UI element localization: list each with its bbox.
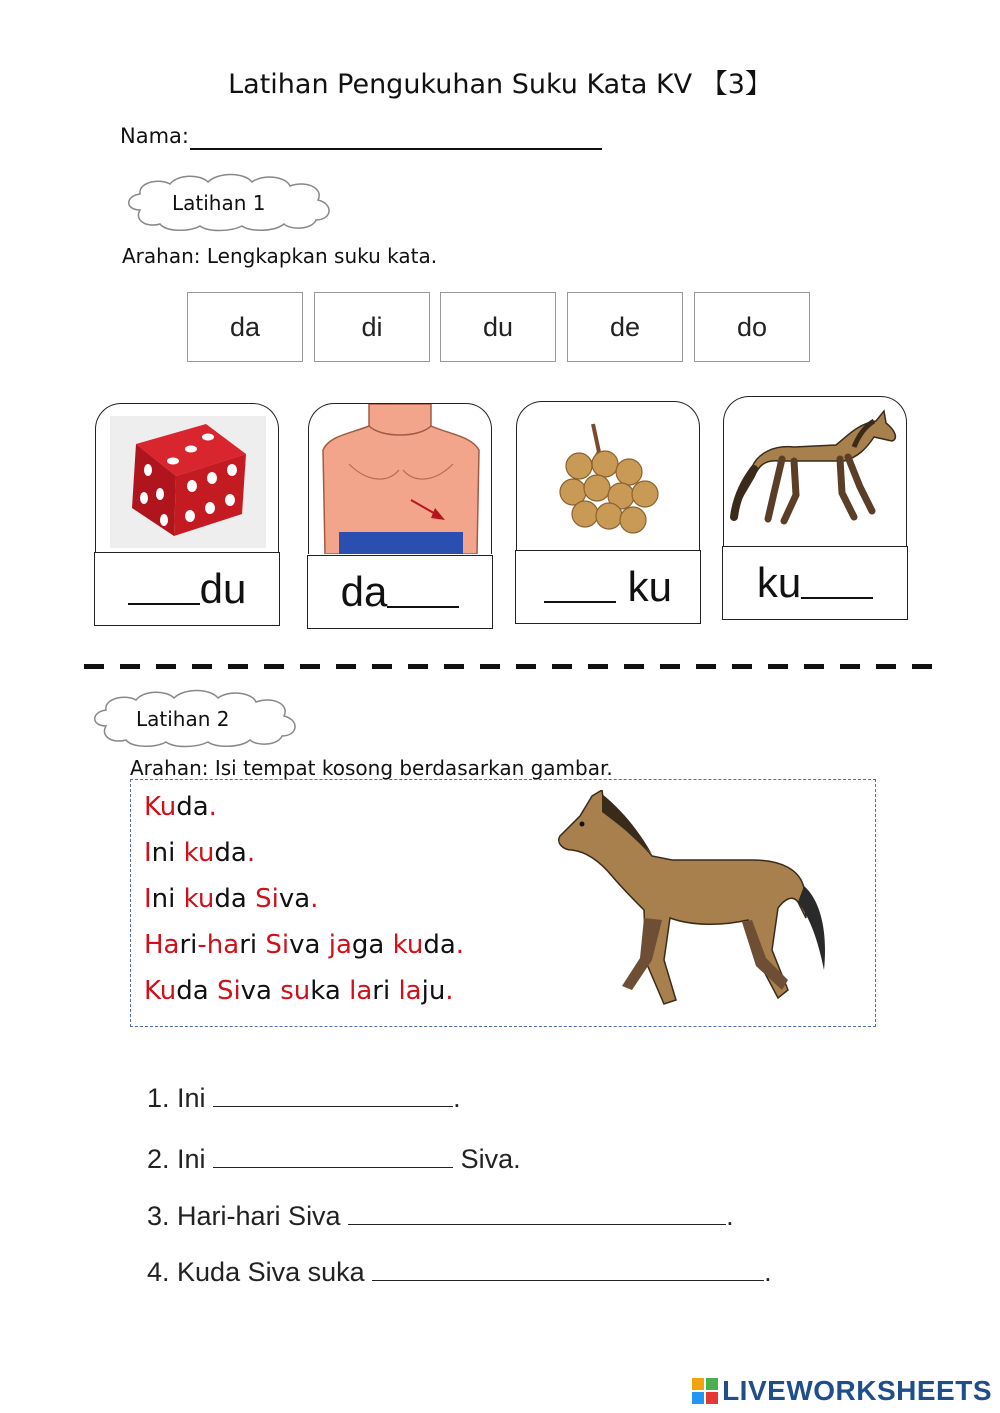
highlighted-syllable: Si bbox=[265, 930, 290, 960]
highlighted-syllable: la bbox=[349, 976, 373, 1006]
story-horse bbox=[552, 790, 842, 1024]
question-3 bbox=[132, 1170, 734, 1232]
latihan-2-instruction: Arahan: Isi tempat kosong berdasarkan gambar. bbox=[130, 756, 613, 780]
highlighted-syllable: . bbox=[310, 884, 319, 914]
highlighted-syllable: Ku bbox=[144, 976, 177, 1006]
highlighted-syllable: Ku bbox=[144, 792, 177, 822]
syllable: da bbox=[176, 976, 217, 1006]
latihan-2-cloud bbox=[86, 686, 306, 752]
syllable: ka bbox=[310, 976, 350, 1006]
brand-logo bbox=[692, 1375, 992, 1407]
answer-box[interactable] bbox=[307, 555, 493, 629]
name-label: Nama: bbox=[120, 124, 189, 148]
latihan-1-label: Latihan 1 bbox=[172, 191, 266, 215]
syllable: ni bbox=[151, 884, 184, 914]
longan-card bbox=[516, 401, 700, 552]
question-prefix: 3. Hari-hari Siva bbox=[147, 1201, 349, 1231]
story-line bbox=[144, 838, 255, 868]
syllable-box[interactable] bbox=[314, 292, 430, 362]
section-divider bbox=[84, 664, 932, 669]
story-line bbox=[144, 792, 217, 822]
chest-image bbox=[309, 404, 491, 554]
highlighted-syllable: Ha bbox=[144, 930, 180, 960]
name-field[interactable] bbox=[190, 148, 602, 150]
syllable-text: di bbox=[361, 311, 383, 342]
highlighted-syllable: Si bbox=[255, 884, 279, 914]
highlighted-syllable: -ha bbox=[197, 930, 240, 960]
highlighted-syllable: la bbox=[398, 976, 422, 1006]
question-suffix: . bbox=[726, 1201, 734, 1231]
syllable-box[interactable] bbox=[440, 292, 556, 362]
answer-box[interactable] bbox=[722, 546, 908, 620]
answer-field[interactable] bbox=[348, 1202, 726, 1225]
syllable-box[interactable] bbox=[567, 292, 683, 362]
horse-image bbox=[724, 397, 906, 547]
answer-box[interactable] bbox=[94, 552, 280, 626]
card-syllable: da bbox=[340, 568, 388, 615]
question-suffix: . bbox=[453, 1083, 461, 1113]
question-2 bbox=[132, 1113, 521, 1175]
syllable-text: do bbox=[736, 311, 768, 342]
answer-field[interactable] bbox=[213, 1084, 453, 1107]
question-suffix: Siva. bbox=[453, 1144, 521, 1174]
highlighted-syllable: ku bbox=[183, 838, 215, 868]
card-syllable: du bbox=[199, 565, 247, 612]
highlighted-syllable: . bbox=[455, 930, 465, 960]
highlighted-syllable: I bbox=[144, 838, 152, 868]
highlighted-syllable: . bbox=[445, 976, 454, 1006]
syllable: va bbox=[240, 976, 281, 1006]
highlighted-syllable: I bbox=[144, 884, 152, 914]
syllable: va bbox=[289, 930, 329, 960]
syllable: ni bbox=[151, 838, 184, 868]
horse-image bbox=[552, 790, 842, 1020]
question-1 bbox=[132, 1052, 461, 1114]
syllable: va bbox=[278, 884, 311, 914]
latihan-1-instruction: Arahan: Lengkapkan suku kata. bbox=[122, 244, 438, 268]
answer-field[interactable] bbox=[213, 1145, 453, 1168]
question-suffix: . bbox=[764, 1257, 772, 1287]
longan-image bbox=[517, 402, 699, 552]
question-4 bbox=[132, 1226, 772, 1288]
syllable-text: du bbox=[482, 311, 514, 342]
blank-line bbox=[387, 576, 459, 608]
syllable: da bbox=[214, 838, 247, 868]
latihan-1-cloud bbox=[120, 170, 340, 236]
highlighted-syllable: ku bbox=[392, 930, 424, 960]
story-line bbox=[144, 884, 318, 914]
page-title: Latihan Pengukuhan Suku Kata KV 【3】 bbox=[228, 69, 772, 100]
chest-card bbox=[308, 403, 492, 554]
question-prefix: 1. Ini bbox=[147, 1083, 214, 1113]
blank-line bbox=[128, 573, 200, 605]
highlighted-syllable: ja bbox=[328, 930, 352, 960]
syllable-box[interactable] bbox=[694, 292, 810, 362]
syllable: da bbox=[176, 792, 209, 822]
syllable: ri bbox=[179, 930, 198, 960]
syllable: da bbox=[214, 884, 256, 914]
brand-text: LIVEWORKSHEETS bbox=[722, 1375, 992, 1406]
highlighted-syllable: su bbox=[280, 976, 311, 1006]
card-syllable: ku bbox=[756, 559, 802, 606]
syllable-box[interactable] bbox=[187, 292, 303, 362]
highlighted-syllable: . bbox=[246, 838, 256, 868]
syllable: ri bbox=[372, 976, 399, 1006]
highlighted-syllable: ku bbox=[183, 884, 215, 914]
syllable-text: da bbox=[229, 311, 261, 342]
story-line bbox=[144, 930, 464, 960]
syllable: ri bbox=[239, 930, 266, 960]
highlighted-syllable: Si bbox=[216, 976, 241, 1006]
syllable: ju bbox=[421, 976, 446, 1006]
syllable: ga bbox=[351, 930, 393, 960]
story-line bbox=[144, 976, 454, 1006]
answer-field[interactable] bbox=[372, 1258, 764, 1281]
blank-line bbox=[801, 567, 873, 599]
highlighted-syllable: . bbox=[208, 792, 217, 822]
horse-card bbox=[723, 396, 907, 547]
brand-icon bbox=[692, 1378, 718, 1404]
blank-line bbox=[544, 571, 616, 603]
answer-box[interactable] bbox=[515, 550, 701, 624]
card-syllable: ku bbox=[615, 563, 673, 610]
dice-image bbox=[96, 404, 278, 554]
syllable-text: de bbox=[609, 311, 641, 342]
question-prefix: 4. Kuda Siva suka bbox=[147, 1257, 373, 1287]
syllable: da bbox=[423, 930, 456, 960]
latihan-2-label: Latihan 2 bbox=[136, 707, 230, 731]
dice-card bbox=[95, 403, 279, 554]
question-prefix: 2. Ini bbox=[147, 1144, 214, 1174]
